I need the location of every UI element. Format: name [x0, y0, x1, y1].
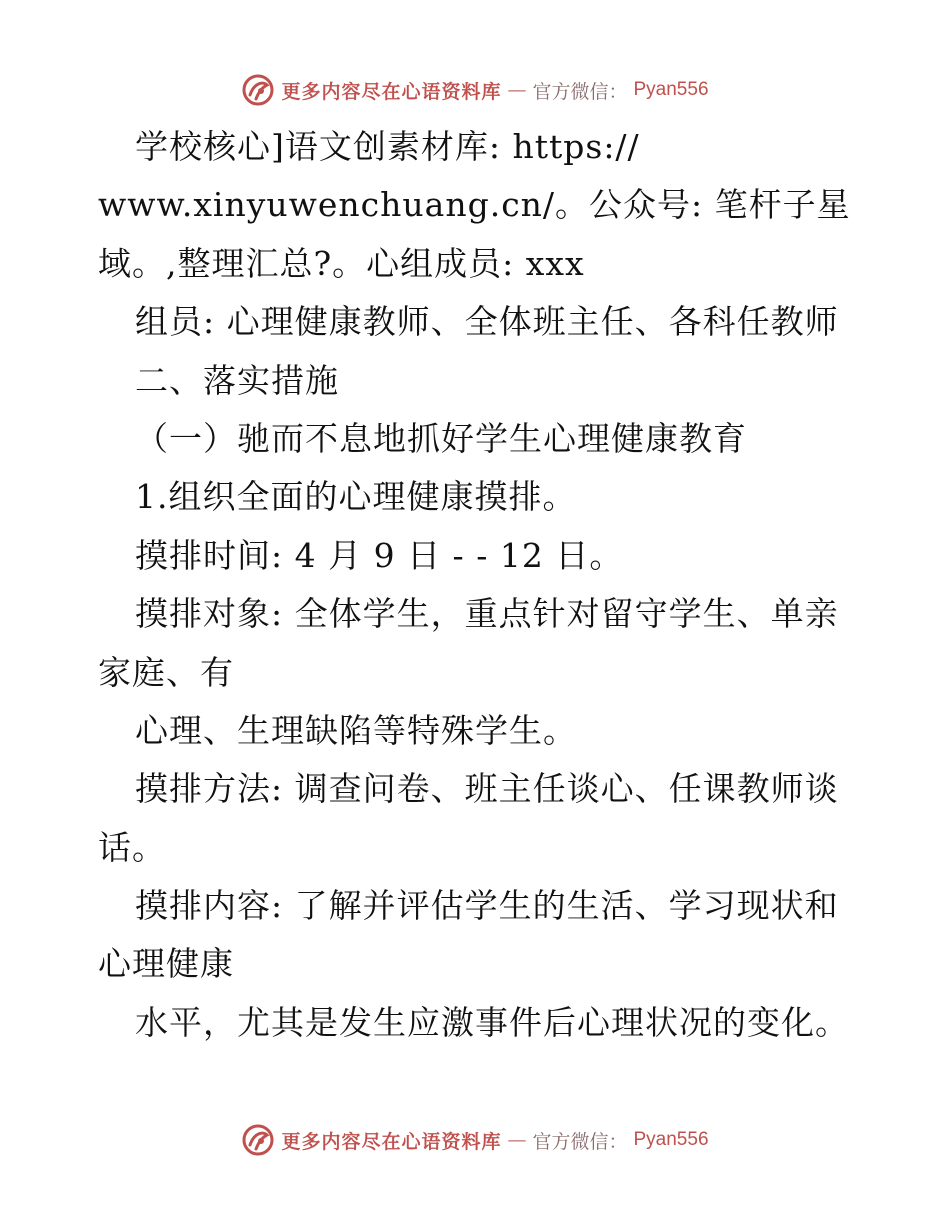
text-line: 组员: 心理健康教师、全体班主任、各科任教师: [135, 302, 839, 342]
banner-wechat-label: 官方微信：: [532, 80, 628, 103]
text-line: 家庭、有: [98, 652, 234, 692]
text-line: 话。: [98, 827, 166, 867]
section-heading: 二、落实措施: [135, 360, 339, 400]
text-line: 域。,整理汇总?。心组成员: xxx: [98, 243, 585, 283]
banner-wechat-id: Pyan556: [633, 1129, 709, 1150]
red-swirl-logo-icon: [241, 73, 275, 107]
footer-watermark-banner: [0, 1120, 950, 1160]
text-line: 心理健康: [98, 944, 234, 984]
banner-dash: —: [507, 1129, 527, 1151]
text-line: 摸排内容: 了解并评估学生的生活、学习现状和: [135, 886, 839, 926]
text-line: 摸排方法: 调查问卷、班主任谈心、任课教师谈: [135, 769, 839, 809]
document-body: [98, 118, 868, 1052]
banner-wechat-label: 官方微信：: [532, 1130, 628, 1153]
banner-site-name: 更多内容尽在心语资料库: [281, 1130, 502, 1153]
banner-dash: —: [507, 79, 527, 101]
numbered-item: 1.组织全面的心理健康摸排。: [135, 477, 577, 517]
header-watermark-banner: [0, 70, 950, 110]
text-line: 摸排对象: 全体学生，重点针对留守学生、单亲: [135, 594, 839, 634]
text-line: 摸排时间: 4 月 9 日 - - 12 日。: [135, 535, 624, 575]
red-swirl-logo-icon: [241, 1123, 275, 1157]
text-line: www.xinyuwenchuang.cn/。公众号: 笔杆子星: [98, 185, 851, 225]
banner-wechat-id: Pyan556: [633, 79, 709, 100]
text-line: 学校核心]语文创素材库: https://: [135, 127, 640, 166]
subsection-heading: （一）驰而不息地抓好学生心理健康教育: [135, 418, 747, 458]
text-line: 水平，尤其是发生应激事件后心理状况的变化。: [135, 1002, 849, 1042]
banner-site-name: 更多内容尽在心语资料库: [281, 80, 502, 103]
text-line: 心理、生理缺陷等特殊学生。: [135, 710, 577, 750]
